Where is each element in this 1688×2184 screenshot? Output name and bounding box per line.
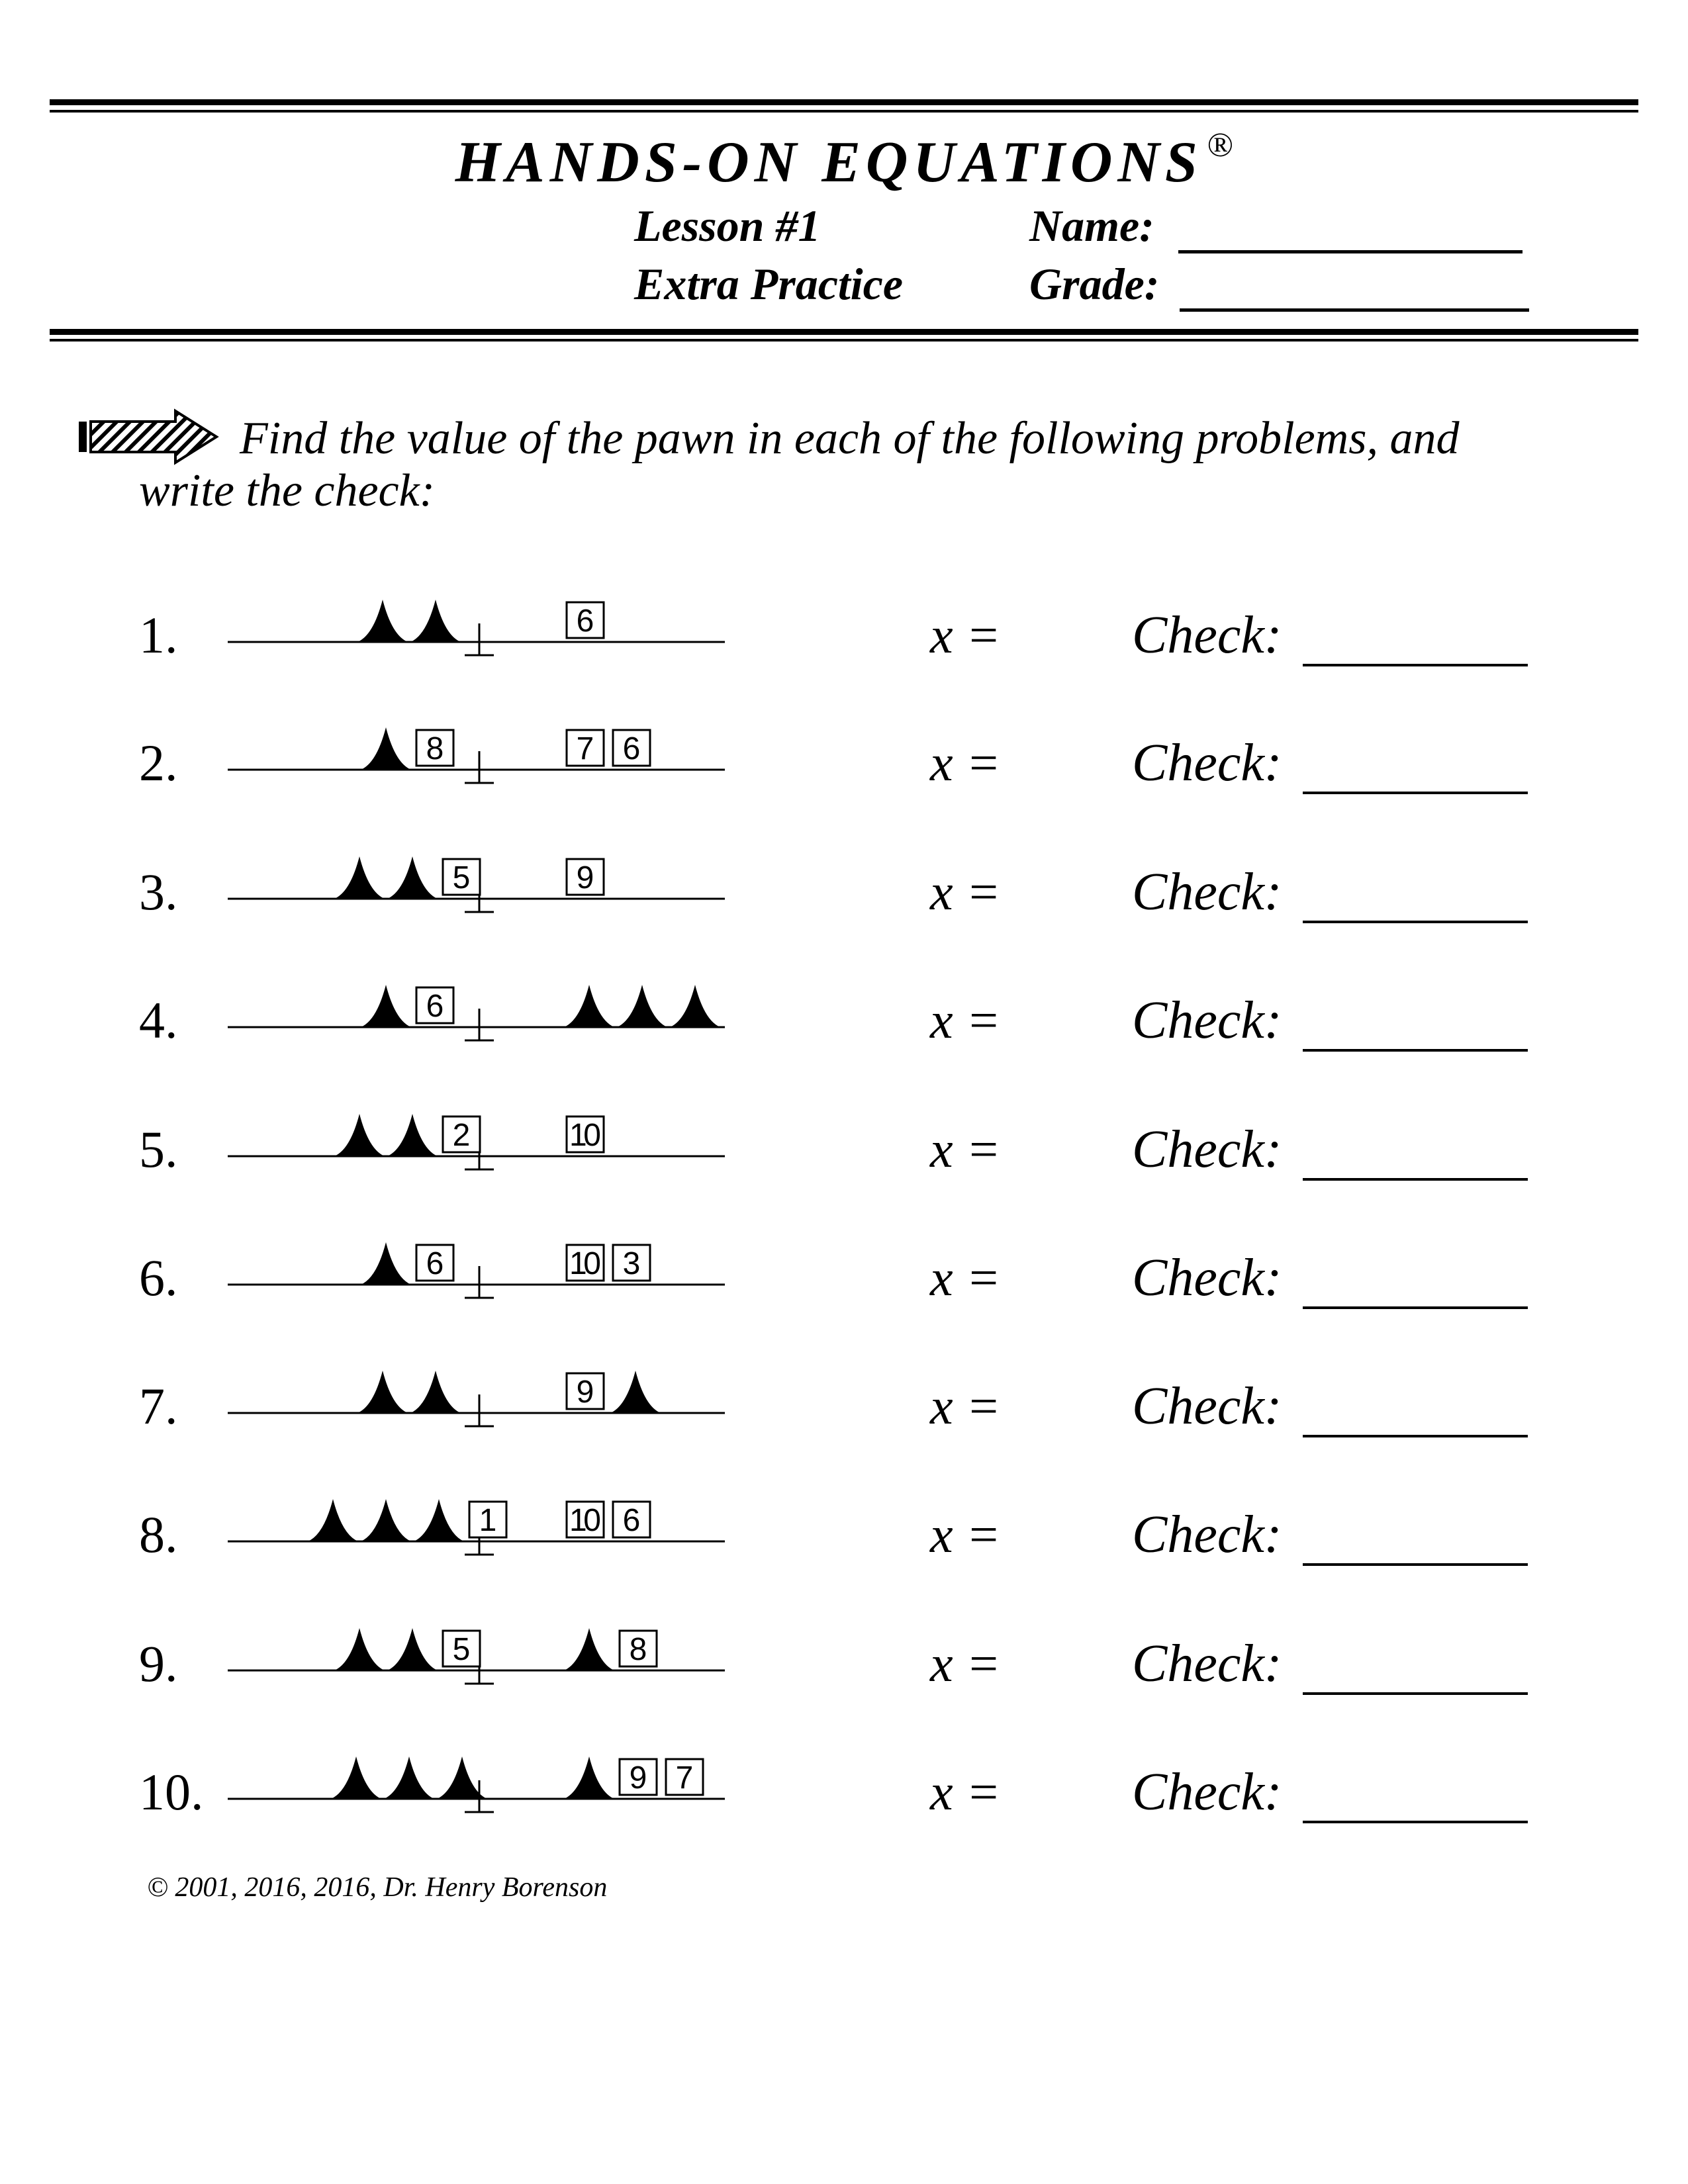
title-text: HANDS-ON EQUATIONS xyxy=(455,130,1203,195)
number-cube-icon xyxy=(416,1245,453,1281)
pawn-icon xyxy=(387,1628,438,1670)
problem-number: 1. xyxy=(139,606,178,664)
number-cube-icon xyxy=(613,1245,650,1281)
pawn-icon xyxy=(384,1756,434,1799)
check-answer-field[interactable] xyxy=(1303,664,1528,666)
check-answer-field[interactable] xyxy=(1303,921,1528,923)
number-cube-icon xyxy=(567,1245,604,1281)
number-cube-icon xyxy=(443,1631,480,1667)
check-answer-field[interactable] xyxy=(1303,1306,1528,1309)
pawn-icon xyxy=(670,985,720,1027)
pawn-icon xyxy=(414,1499,464,1541)
mid-rule-thick xyxy=(50,329,1638,335)
fulcrum-icon xyxy=(465,1266,494,1298)
problem-number: 3. xyxy=(139,863,178,921)
balance-scale xyxy=(225,964,735,1057)
number-cube-icon xyxy=(613,730,650,766)
x-answer-label[interactable]: x = xyxy=(930,734,1001,792)
balance-scale xyxy=(225,707,735,799)
problem-number: 9. xyxy=(139,1635,178,1692)
pawn-icon xyxy=(564,985,614,1027)
subtitle: Extra Practice xyxy=(634,259,904,309)
balance-scale xyxy=(225,579,735,672)
instruction-line-1: Find the value of the pawn in each of the following problems, and xyxy=(240,413,1460,464)
top-rule-thin xyxy=(50,110,1638,113)
pawn-icon xyxy=(334,856,385,899)
pawn-icon xyxy=(610,1371,661,1413)
pawn-icon xyxy=(387,856,438,899)
cube-value: 1 xyxy=(479,1503,497,1538)
cube-value: 9 xyxy=(576,860,594,895)
pawn-icon xyxy=(564,1628,614,1670)
number-cube-icon xyxy=(567,1116,604,1153)
cube-value: 9 xyxy=(629,1760,647,1796)
check-answer-field[interactable] xyxy=(1303,1821,1528,1823)
balance-scale xyxy=(225,1350,735,1443)
pawn-icon xyxy=(617,985,667,1027)
number-cube-icon xyxy=(469,1502,506,1538)
check-answer-field[interactable] xyxy=(1303,1435,1528,1437)
pawn-icon xyxy=(410,600,461,642)
cube-value: 6 xyxy=(576,604,594,639)
check-answer-field[interactable] xyxy=(1303,1178,1528,1181)
x-answer-label[interactable]: x = xyxy=(930,1249,1001,1306)
pawn-icon xyxy=(357,1371,408,1413)
fulcrum-icon xyxy=(465,1009,494,1040)
cube-value: 8 xyxy=(629,1632,647,1667)
problem-number: 7. xyxy=(139,1377,178,1435)
check-label: Check: xyxy=(1132,1249,1282,1307)
number-cube-icon xyxy=(443,859,480,895)
mid-rule-thin xyxy=(50,339,1638,341)
problem-number: 6. xyxy=(139,1249,178,1306)
pawn-icon xyxy=(361,727,411,770)
top-rule-thick xyxy=(50,99,1638,105)
cube-value: 6 xyxy=(426,989,444,1024)
x-answer-label[interactable]: x = xyxy=(930,1763,1001,1821)
striped-arrow-icon xyxy=(76,407,222,467)
cube-value: 6 xyxy=(622,731,641,766)
pawn-icon xyxy=(387,1114,438,1156)
check-answer-field[interactable] xyxy=(1303,792,1528,794)
check-label: Check: xyxy=(1132,863,1282,921)
check-label: Check: xyxy=(1132,1120,1282,1179)
grade-field[interactable] xyxy=(1180,308,1529,312)
number-cube-icon xyxy=(567,1502,604,1538)
registered-mark: ® xyxy=(1206,126,1233,164)
balance-scale xyxy=(225,1736,735,1829)
check-label: Check: xyxy=(1132,734,1282,792)
pawn-icon xyxy=(564,1756,614,1799)
number-cube-icon xyxy=(613,1502,650,1538)
x-answer-label[interactable]: x = xyxy=(930,991,1001,1049)
pawn-icon xyxy=(361,985,411,1027)
cube-value: 2 xyxy=(452,1118,471,1153)
check-label: Check: xyxy=(1132,1635,1282,1693)
x-answer-label[interactable]: x = xyxy=(930,1635,1001,1692)
check-answer-field[interactable] xyxy=(1303,1049,1528,1052)
balance-scale xyxy=(225,1222,735,1314)
x-answer-label[interactable]: x = xyxy=(930,1377,1001,1435)
check-label: Check: xyxy=(1132,991,1282,1050)
pawn-icon xyxy=(334,1114,385,1156)
balance-scale xyxy=(225,1479,735,1571)
number-cube-icon xyxy=(620,1631,657,1667)
problem-number: 2. xyxy=(139,734,178,792)
number-cube-icon xyxy=(567,602,604,639)
x-answer-label[interactable]: x = xyxy=(930,1120,1001,1178)
number-cube-icon xyxy=(416,730,453,766)
problem-number: 5. xyxy=(139,1120,178,1178)
name-label: Name: xyxy=(1029,201,1154,251)
pawn-icon xyxy=(334,1628,385,1670)
copyright: © 2001, 2016, 2016, Dr. Henry Borenson xyxy=(147,1872,608,1903)
cube-value: 10 xyxy=(569,1118,601,1153)
check-label: Check: xyxy=(1132,606,1282,664)
balance-scale xyxy=(225,836,735,929)
x-answer-label[interactable]: x = xyxy=(930,606,1001,664)
check-label: Check: xyxy=(1132,1506,1282,1564)
problem-number: 10. xyxy=(139,1763,204,1821)
pawn-icon xyxy=(331,1756,381,1799)
pawn-icon xyxy=(410,1371,461,1413)
lesson-label: Lesson #1 xyxy=(634,201,821,251)
cube-value: 10 xyxy=(569,1503,601,1538)
check-answer-field[interactable] xyxy=(1303,1563,1528,1566)
number-cube-icon xyxy=(666,1759,703,1796)
cube-value: 6 xyxy=(426,1246,444,1281)
worksheet-title xyxy=(0,126,1688,196)
problem-number: 8. xyxy=(139,1506,178,1563)
instruction-line-2: write the check: xyxy=(139,465,436,516)
problem-number: 4. xyxy=(139,991,178,1049)
balance-scale xyxy=(225,1608,735,1700)
cube-value: 6 xyxy=(622,1503,641,1538)
fulcrum-icon xyxy=(465,623,494,655)
number-cube-icon xyxy=(443,1116,480,1153)
pawn-icon xyxy=(361,1242,411,1285)
number-cube-icon xyxy=(416,987,453,1024)
x-answer-label[interactable]: x = xyxy=(930,1506,1001,1563)
balance-scale xyxy=(225,1093,735,1186)
pawn-icon xyxy=(357,600,408,642)
cube-value: 3 xyxy=(622,1246,641,1281)
pawn-icon xyxy=(308,1499,358,1541)
fulcrum-icon xyxy=(465,751,494,783)
check-label: Check: xyxy=(1132,1377,1282,1435)
number-cube-icon xyxy=(567,859,604,895)
number-cube-icon xyxy=(620,1759,657,1796)
cube-value: 9 xyxy=(576,1375,594,1410)
cube-value: 5 xyxy=(452,860,471,895)
number-cube-icon xyxy=(567,730,604,766)
number-cube-icon xyxy=(567,1373,604,1410)
cube-value: 5 xyxy=(452,1632,471,1667)
check-answer-field[interactable] xyxy=(1303,1692,1528,1695)
x-answer-label[interactable]: x = xyxy=(930,863,1001,921)
check-label: Check: xyxy=(1132,1763,1282,1821)
fulcrum-icon xyxy=(465,1394,494,1426)
cube-value: 8 xyxy=(426,731,444,766)
grade-label: Grade: xyxy=(1029,259,1160,309)
cube-value: 7 xyxy=(675,1760,694,1796)
name-field[interactable] xyxy=(1178,250,1523,253)
cube-value: 10 xyxy=(569,1246,601,1281)
cube-value: 7 xyxy=(576,731,594,766)
pawn-icon xyxy=(361,1499,411,1541)
